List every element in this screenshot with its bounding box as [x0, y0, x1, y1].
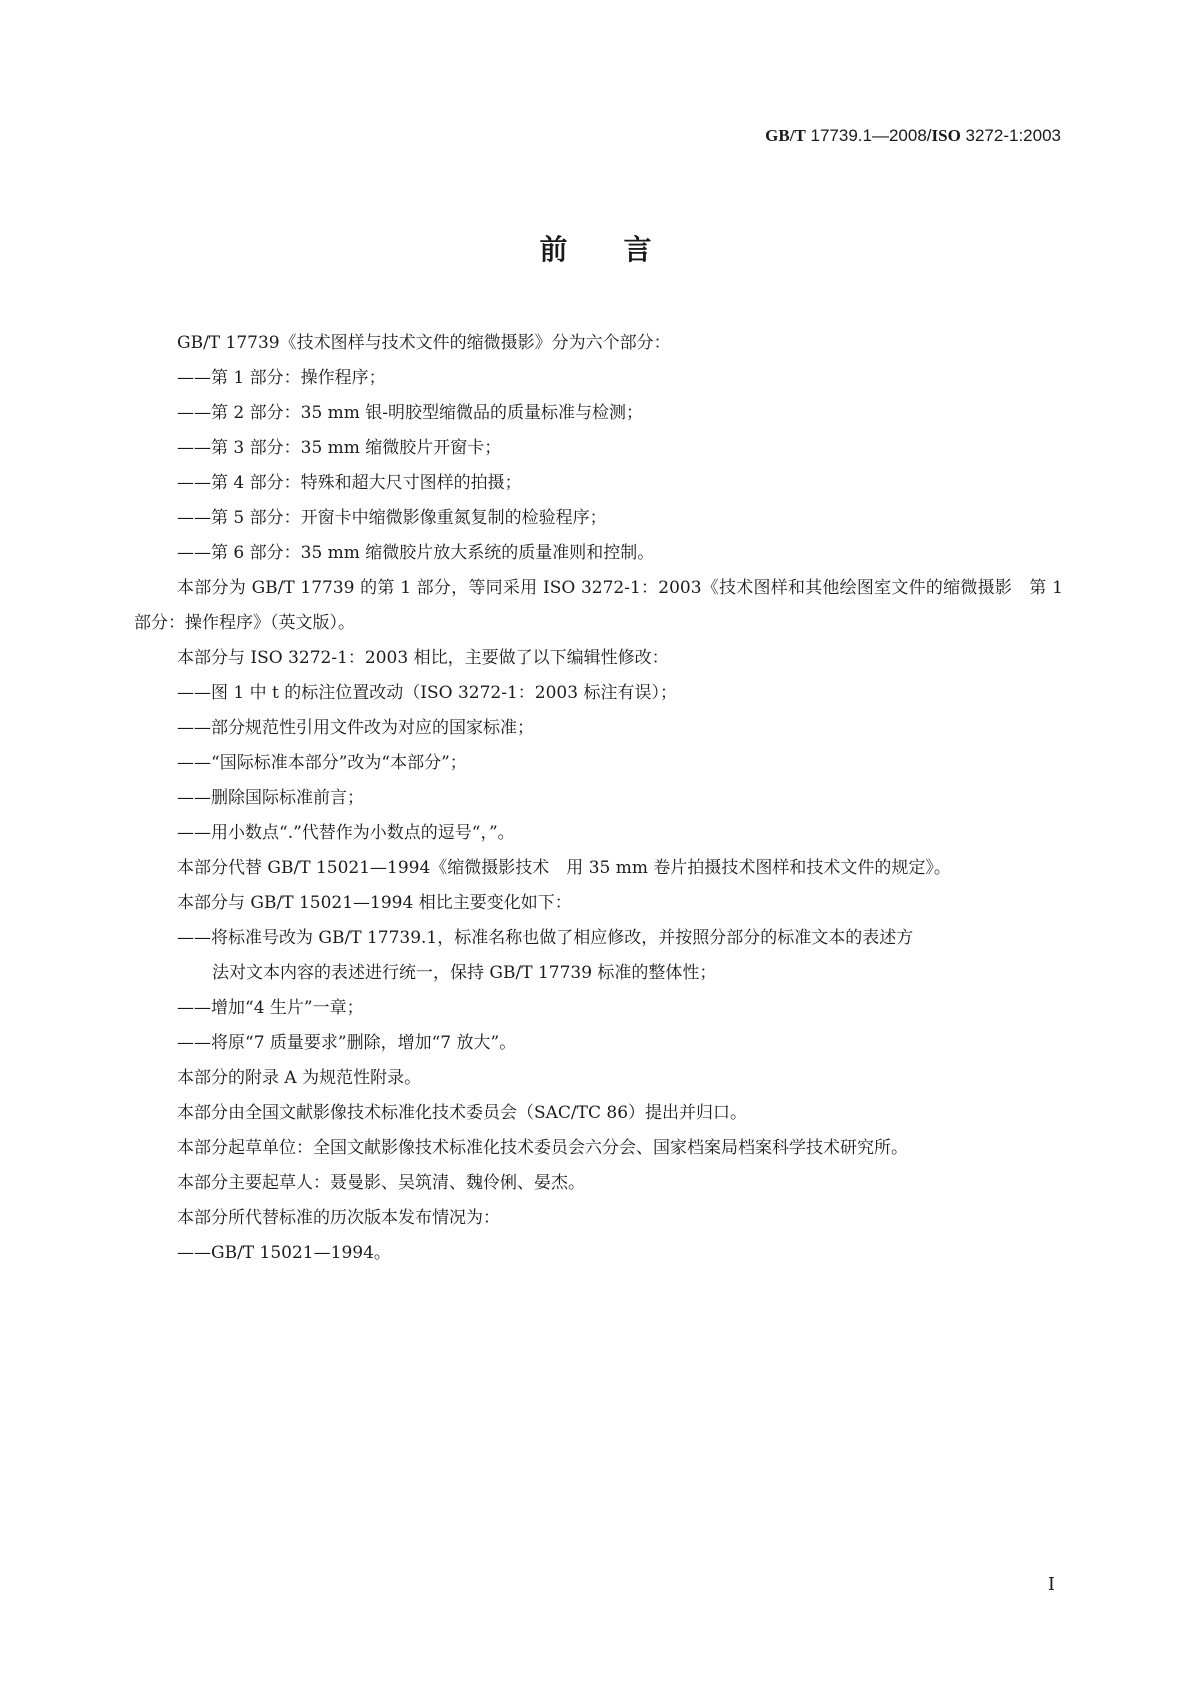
paragraph: 本部分所代替标准的历次版本发布情况为：: [177, 1208, 500, 1228]
header-iso-number: 3272-1:2003: [960, 126, 1061, 145]
paragraph: 本部分由全国文献影像技术标准化技术委员会（SAC/TC 86）提出并归口。: [177, 1103, 748, 1123]
paragraph: GB/T 17739《技术图样与技术文件的缩微摄影》分为六个部分：: [177, 333, 671, 353]
paragraph: 本部分代替 GB/T 15021—1994《缩微摄影技术 用 35 mm 卷片拍摄技术图样和技术文件的规定》。: [177, 858, 951, 878]
list-item: ——第 2 部分：35 mm 银-明胶型缩微品的质量标准与检测；: [177, 403, 644, 423]
page-title: 前言: [539, 233, 708, 266]
list-item: ——“国际标准本部分”改为“本部分”；: [177, 753, 467, 773]
list-item: ——第 3 部分：35 mm 缩微胶片开窗卡；: [177, 438, 502, 458]
list-item: ——图 1 中 t 的标注位置改动（ISO 3272-1：2003 标注有误）；: [177, 683, 677, 703]
standard-number-header: [765, 126, 1061, 146]
list-item: ——用小数点“.”代替作为小数点的逗号“，”。: [177, 823, 515, 843]
paragraph: 本部分为 GB/T 17739 的第 1 部分，等同采用 ISO 3272-1：2003《技术图样和其他绘图室文件的缩微摄影 第 1 部分：操作程序》（英文版）。: [134, 578, 1063, 633]
list-item: ——将原“7 质量要求”删除，增加“7 放大”。: [177, 1033, 517, 1053]
page-number: I: [1047, 1574, 1055, 1595]
paragraph: 本部分主要起草人：聂曼影、吴筑清、魏伶俐、晏杰。: [177, 1173, 585, 1193]
list-item: ——第 1 部分：操作程序；: [177, 368, 386, 388]
list-item: ——第 6 部分：35 mm 缩微胶片放大系统的质量准则和控制。: [177, 543, 655, 563]
list-item: ——第 4 部分：特殊和超大尺寸图样的拍摄；: [177, 473, 522, 493]
list-item: ——将标准号改为 GB/T 17739.1，标准名称也做了相应修改，并按照分部分的标准文本的表述方: [177, 928, 914, 948]
preface-body: [134, 326, 1063, 1271]
list-item: ——增加“4 生片”一章；: [177, 998, 364, 1018]
header-iso: ISO: [931, 126, 961, 145]
header-gbt: GB/T: [765, 126, 806, 145]
list-item-continuation: 法对文本内容的表述进行统一，保持 GB/T 17739 标准的整体性；: [212, 963, 717, 983]
paragraph: 本部分起草单位：全国文献影像技术标准化技术委员会六分会、国家档案局档案科学技术研究所。: [177, 1138, 908, 1158]
paragraph: 本部分与 ISO 3272-1：2003 相比，主要做了以下编辑性修改：: [177, 648, 669, 668]
list-item: ——删除国际标准前言；: [177, 788, 364, 808]
list-item: ——部分规范性引用文件改为对应的国家标准；: [177, 718, 534, 738]
list-item: ——第 5 部分：开窗卡中缩微影像重氮复制的检验程序；: [177, 508, 607, 528]
list-item: ——GB/T 15021—1994。: [177, 1243, 391, 1263]
paragraph: 本部分的附录 A 为规范性附录。: [177, 1068, 422, 1088]
header-gbt-number: 17739.1—2008/: [805, 126, 932, 145]
paragraph: 本部分与 GB/T 15021—1994 相比主要变化如下：: [177, 893, 572, 913]
